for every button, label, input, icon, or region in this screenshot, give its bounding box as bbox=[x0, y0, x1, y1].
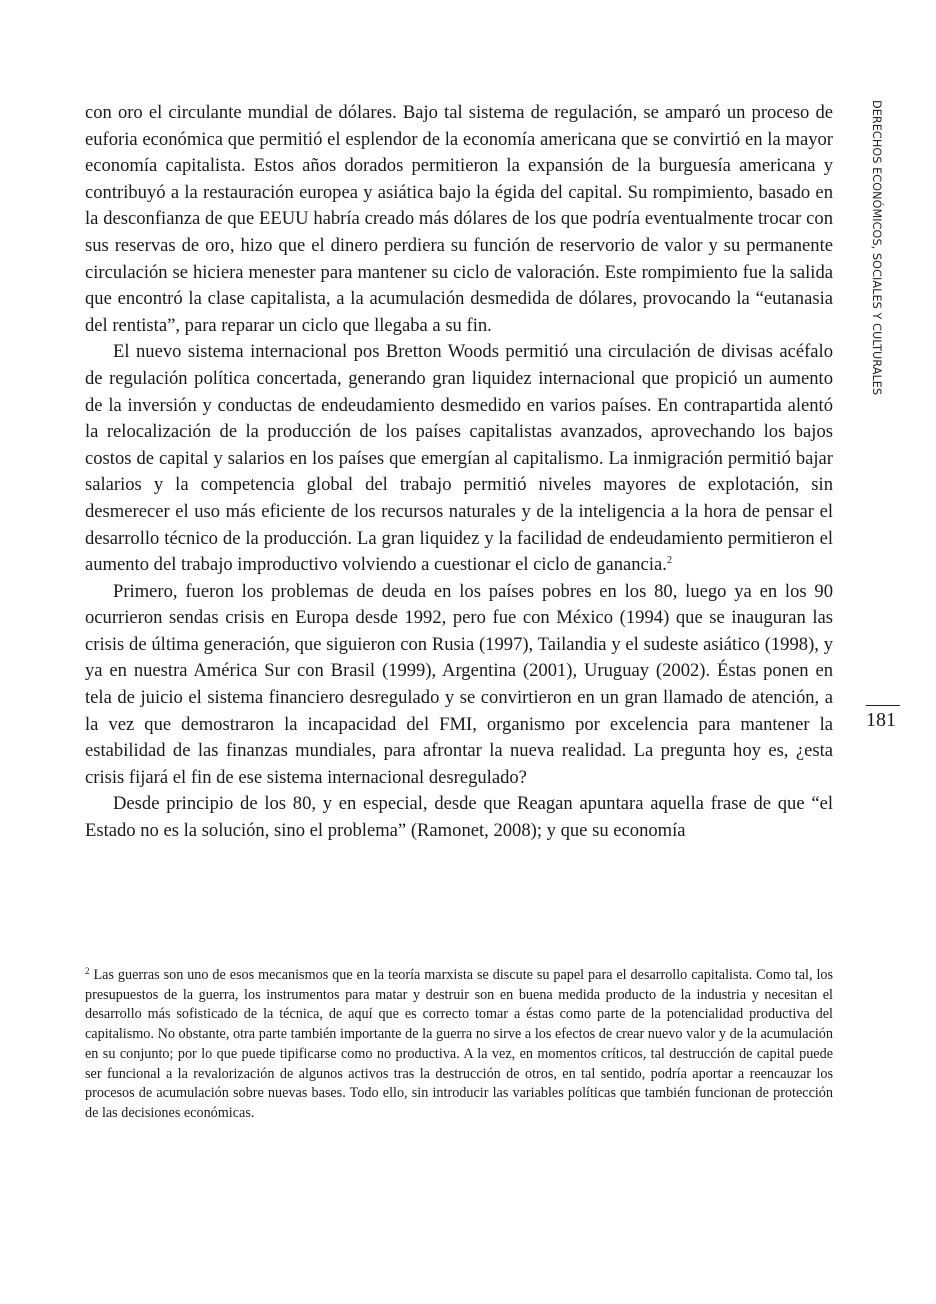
paragraph: Primero, fueron los problemas de deuda en los países pobres en los 80, luego ya en los 90 ocurrieron sendas crisis en Europa desde 1992, pero fue con México (1994) que se inauguran las crisis de última generación, que siguieron con Rusia (1997), Tailandia y el sudeste asiático (1998), y ya en nuestra América Sur con Brasil (1999), Argentina (2001), Uruguay (2002). Éstas ponen en tela de juicio el sistema financiero desregulado y se convirtieron en un gran llamado de atención, a la vez que demostraron la incapacidad del FMI, organismo por excelencia para mantener la estabilidad de las finanzas mundiales, para afrontar la nueva realidad. La pregunta hoy es, ¿esta crisis fijará el fin de ese sistema internacional desregulado? bbox=[85, 580, 833, 788]
footnote-reference: 2 bbox=[666, 555, 673, 567]
running-head-text: DERECHOS ECONÓMICOS, SOCIALES Y CULTURALES bbox=[870, 100, 883, 396]
page-number: 181 bbox=[866, 709, 896, 731]
paragraph bbox=[85, 339, 833, 578]
footnote bbox=[85, 966, 833, 1124]
footnote-number: 2 bbox=[85, 966, 90, 976]
footnote-text: Las guerras son uno de esos mecanismos que en la teoría marxista se discute su papel para el desarrollo capitalista. Como tal, los presupuestos de la guerra, los instrumentos para matar y destruir son en buena medida producto de la industria y necesitan el desarrollo más sofisticado de la técnica, de aquí que es correcto tomar a éstas como parte de la potencialidad productiva del capitalismo. No obstante, otra parte también importante de la guerra no sirve a los efectos de crear nuevo valor y de la acumulación en su conjunto; por lo que puede tipificarse como no productiva. A la vez, en momentos críticos, tal destrucción de capital puede ser funcional a la revalorización de algunos activos tras la destrucción de otros, en tal sentido, podría aportar a reencauzar los procesos de acumulación sobre nuevas bases. Todo ello, sin introducir las variables políticas que también funcionan de protección de las decisiones económicas. bbox=[85, 967, 833, 1121]
running-head bbox=[866, 100, 886, 420]
body-text bbox=[85, 100, 833, 845]
paragraph: Desde principio de los 80, y en especial, desde que Reagan apuntara aquella frase de que “el Estado no es la solución, sino el problema” (Ramonet, 2008); y que su economía bbox=[85, 793, 833, 842]
paragraph-text: El nuevo sistema internacional pos Bretton Woods permitió una circulación de divisas acéfalo de regulación política concertada, generando gran liquidez internacional que propició un aumento de la inversión y conductas de endeudamiento desmedido en varios países. En contrapartida alentó la relocalización de la producción de los países capitalistas avanzados, aprovechando los bajos costos de capital y salarios en los países que emergían al capitalismo. La inmigración permitió bajar salarios y la competencia global del trabajo permitió niveles mayores de explotación, sin desmerecer el uso más eficiente de los recursos naturales y de la inteligencia a la hora de pensar el desarrollo técnico de la producción. La gran liquidez y la facilidad de endeudamiento permitieron el aumento del trabajo improductivo volviendo a cuestionar el ciclo de ganancia. bbox=[85, 341, 833, 576]
paragraph: con oro el circulante mundial de dólares. Bajo tal sistema de regulación, se amparó un proceso de euforia económica que permitió el esplendor de la economía americana que se convirtió en la mayor economía capitalista. Estos años dorados permitieron la expansión de la burguesía americana y contribuyó a la restauración europea y asiática bajo la égida del capital. Su rompimiento, basado en la desconfianza de que EEUU habría creado más dólares de los que podría eventualmente trocar con sus reservas de oro, hizo que el dinero perdiera su función de reservorio de valor y su permanente circulación se hiciera menester para mantener su ciclo de valoración. Este rompimiento fue la salida que encontró la clase capitalista, a la acumulación desmedida de dólares, provocando la “eutanasia del rentista”, para reparar un ciclo que llegaba a su fin. bbox=[85, 102, 833, 336]
page-number-rule bbox=[866, 705, 900, 706]
